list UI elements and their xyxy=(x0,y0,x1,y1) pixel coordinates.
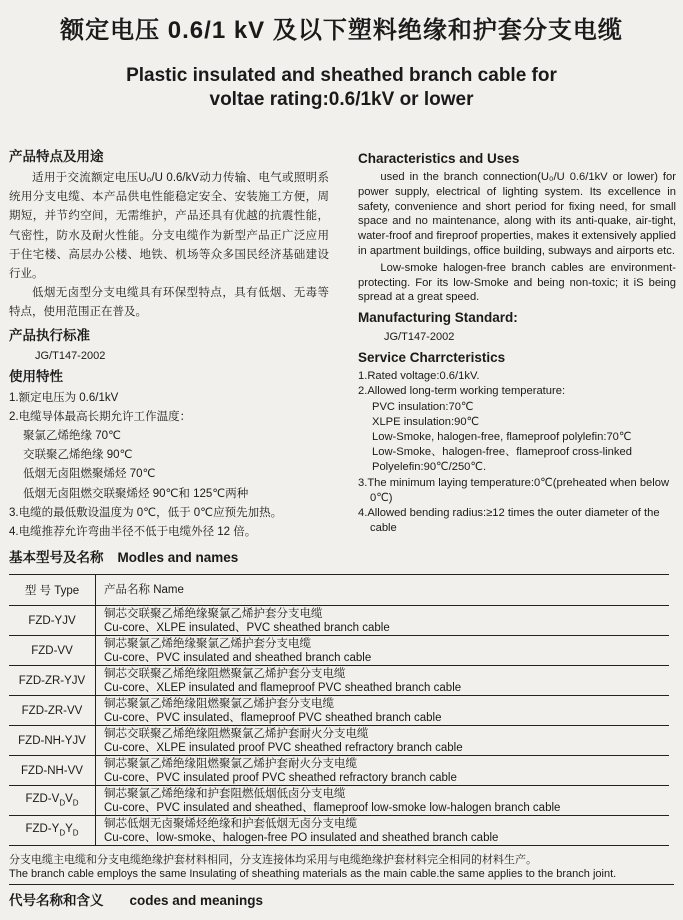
model-name xyxy=(96,606,670,636)
model-name-en: Cu-core、XLPE insulated proof PVC sheathed refractory branch cable xyxy=(104,741,463,754)
models-heading-en: Modles and names xyxy=(117,550,239,565)
table-row xyxy=(9,696,669,726)
left-column-cn xyxy=(9,148,329,542)
service-item-en: 2.Allowed long-term working temperature: xyxy=(358,385,566,398)
model-type-base: FZD-V xyxy=(25,793,60,806)
service-item-en: Low-Smoke, halogen-free, flameproof polylefin:70℃ xyxy=(372,430,632,443)
service-item-cn: 4.电缆推荐允许弯曲半径不低于电缆外径 12 倍。 xyxy=(9,526,257,539)
service-item-en: Low-Smoke、halogen-free、flameproof cross-linked Polyelefin:90℃/250℃. xyxy=(372,446,632,474)
features-heading-en: Characteristics and Uses xyxy=(358,151,520,166)
standard-heading-en: Manufacturing Standard: xyxy=(358,310,518,326)
features-paragraph-en-1: used in the branch connection(U₀/U 0.6/1kV or lower) for power supply, electrical of lighting system. Its excellence in safety, convenience and short period for fixing need, for small space and no maintenance, along with its anti-quake, air-tight, water-froof and fireproof properties, makes it extensively applied in apartment buildings, office building, subways and airports etc. xyxy=(358,171,676,257)
model-name-en: Cu-core、XLPE insulated、PVC sheathed branch cable xyxy=(104,621,390,634)
model-type-subscript: D xyxy=(72,828,79,838)
model-name-cn: 铜芯低烟无卤聚烯烃绝缘和护套低烟无卤分支电缆 xyxy=(104,817,357,830)
service-item-en: XLPE insulation:90℃ xyxy=(372,415,480,428)
column-header-name: 产品名称 Name xyxy=(96,575,670,606)
service-item-cn: 聚氯乙烯绝缘 70℃ xyxy=(23,430,121,443)
service-item-en: 1.Rated voltage:0.6/1kV. xyxy=(358,370,480,383)
model-name-en: Cu-core、XLEP insulated and flameproof PVC sheathed branch cable xyxy=(104,681,462,694)
page-title-cn: 额定电压 0.6/1 kV 及以下塑料绝缘和护套分支电缆 xyxy=(60,17,623,44)
table-header-row xyxy=(9,575,669,606)
service-item-cn: 2.电缆导体最高长期允许工作温度： xyxy=(9,410,192,423)
model-name-cn: 铜芯聚氯乙烯绝缘聚氯乙烯护套分支电缆 xyxy=(104,637,311,650)
model-name-cn: 铜芯交联聚乙烯绝缘聚氯乙烯护套分支电缆 xyxy=(104,607,323,620)
table-row xyxy=(9,636,669,666)
features-paragraph-cn-1: 适用于交流额定电压U₀/U 0.6/kV动力传输、电气或照明系统用分支电缆、本产品供电性能稳定安全、安装施工方便，周期短，并节约空间，无需维护，产品还具有优越的抗震性能，气密性，防水及耐火性能。分支电缆作为新型产品正广泛应用于住宅楼、高层办公楼、地铁、机场等众多国民经济基础建设行业。 xyxy=(9,172,329,281)
service-heading-en: Service Charrcteristics xyxy=(358,350,506,366)
features-heading-cn: 产品特点及用途 xyxy=(9,149,104,164)
model-type: FZD-ZR-YJV xyxy=(9,666,96,696)
model-name-en: Cu-core、low-smoke、halogen-free PO insulated and sheathed branch cable xyxy=(104,831,499,844)
codes-heading xyxy=(9,889,263,909)
model-type-base: FZD-Y xyxy=(25,823,60,836)
table-row xyxy=(9,786,669,816)
standard-heading-cn: 产品执行标准 xyxy=(9,327,90,343)
model-type: FZD-YJV xyxy=(9,606,96,636)
models-note-en: The branch cable employs the same Insulating of sheathing materials as the main cable.the same applies to the branch joint. xyxy=(9,868,617,880)
models-heading xyxy=(9,546,238,566)
models-heading-cn: 基本型号及名称 xyxy=(9,550,104,565)
table-row xyxy=(9,606,669,636)
standard-value-en: JG/T147-2002 xyxy=(384,331,455,344)
table-row xyxy=(9,726,669,756)
page-title-en-line1: Plastic insulated and sheathed branch cable for xyxy=(126,65,557,86)
model-name xyxy=(96,696,670,726)
features-paragraph-cn-2: 低烟无卤型分支电缆具有环保型特点，具有低烟、无毒等特点，使用范围正在普及。 xyxy=(9,287,329,319)
model-name-cn: 铜芯聚氯乙烯绝缘阻燃聚氯乙烯护套分支电缆 xyxy=(104,697,334,710)
model-type: FZD-NH-YJV xyxy=(9,726,96,756)
model-name xyxy=(96,666,670,696)
right-column-en xyxy=(358,150,676,536)
model-name-cn: 铜芯聚氯乙烯绝缘阻燃聚氯乙烯护套耐火分支电缆 xyxy=(104,757,357,770)
models-note xyxy=(9,853,679,881)
model-name-en: Cu-core、PVC insulated and sheathed branch cable xyxy=(104,651,372,664)
model-name-en: Cu-core、PVC insulated proof PVC sheathed refractory branch cable xyxy=(104,771,457,784)
column-header-type: 型 号 Type xyxy=(9,575,96,606)
service-item-cn: 低烟无卤阻燃交联聚烯烃 90℃和 125℃两种 xyxy=(23,487,249,500)
model-type: FZD-NH-VV xyxy=(9,756,96,786)
features-paragraph-en-2: Low-smoke halogen-free branch cables are environment-protecting. For its low-Smoke and being non-toxic; it iS being spread at a great speed. xyxy=(358,261,676,304)
table-row xyxy=(9,816,669,846)
service-heading-cn: 使用特性 xyxy=(9,368,63,384)
service-item-cn: 交联聚乙烯绝缘 90℃ xyxy=(23,449,133,462)
model-name-en: Cu-core、PVC insulated and sheathed、flameproof low-smoke low-halogen branch cable xyxy=(104,801,561,814)
models-table xyxy=(9,574,669,846)
service-item-en: PVC insulation:70℃ xyxy=(372,400,474,413)
model-name xyxy=(96,756,670,786)
model-type-subscript: D xyxy=(72,798,79,808)
service-item-en: 3.The minimum laying temperature:0℃(preheated when below 0℃) xyxy=(358,476,670,504)
model-type: FZD-VV xyxy=(9,636,96,666)
service-item-en: 4.Allowed bending radius:≥12 times the outer diameter of the cable xyxy=(358,507,660,535)
model-type-subscript: D xyxy=(59,828,66,838)
model-name xyxy=(96,726,670,756)
codes-heading-en: codes and meanings xyxy=(129,893,264,908)
codes-heading-cn: 代号名称和含义 xyxy=(9,893,104,908)
model-name xyxy=(96,786,670,816)
divider xyxy=(9,884,674,885)
model-name xyxy=(96,816,670,846)
model-name xyxy=(96,636,670,666)
service-item-cn: 低烟无卤阻燃聚烯烃 70℃ xyxy=(23,468,156,481)
page-title-en-line2: voltae rating:0.6/1kV or lower xyxy=(209,89,474,110)
table-row xyxy=(9,666,669,696)
model-name-cn: 铜芯聚氯乙烯绝缘和护套阻燃低烟低卤分支电缆 xyxy=(104,787,346,800)
model-name-cn: 铜芯交联聚乙烯绝缘阻燃聚氯乙烯护套耐火分支电缆 xyxy=(104,727,369,740)
model-type: FZD-ZR-VV xyxy=(9,696,96,726)
model-name-cn: 铜芯交联聚乙烯绝缘阻燃聚氯乙烯护套分支电缆 xyxy=(104,667,346,680)
model-type-base: Y xyxy=(65,823,73,836)
models-note-cn: 分支电缆主电缆和分支电缆绝缘护套材料相同，分支连接体均采用与电缆绝缘护套材料完全相同的材料生产。 xyxy=(9,854,537,866)
model-type xyxy=(9,816,96,846)
model-type-base: V xyxy=(65,793,73,806)
model-name-en: Cu-core、PVC insulated、flameproof PVC sheathed branch cable xyxy=(104,711,442,724)
model-type-subscript: D xyxy=(59,798,66,808)
table-row xyxy=(9,756,669,786)
service-item-cn: 3.电缆的最低敷设温度为 0℃，低于 0℃应预先加热。 xyxy=(9,506,283,519)
page-title-en xyxy=(0,64,683,112)
service-item-cn: 1.额定电压为 0.6/1kV xyxy=(9,391,119,404)
model-type xyxy=(9,786,96,816)
standard-value-cn: JG/T147-2002 xyxy=(35,349,106,362)
